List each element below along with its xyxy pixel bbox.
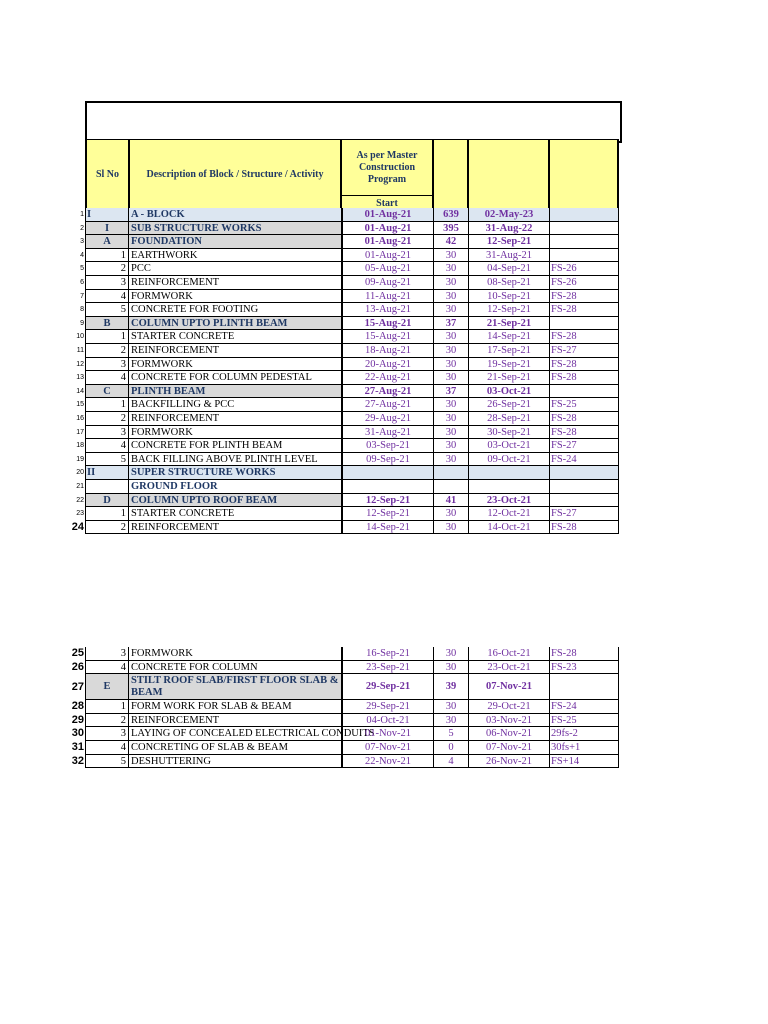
row-number: 5 [80, 265, 84, 273]
duration-cell: 30 [433, 521, 468, 535]
row-number: 7 [80, 292, 84, 300]
description-cell: FORMWORK [129, 358, 341, 372]
sl-no-cell: C [85, 385, 129, 399]
duration-cell: 37 [433, 385, 468, 399]
table-row [60, 208, 620, 222]
start-date-cell: 29-Aug-21 [341, 412, 433, 426]
description-cell: CONCRETE FOR FOOTING [129, 303, 341, 317]
sl-no-cell: 3 [85, 276, 129, 290]
description-cell: FORMWORK [129, 426, 341, 440]
finish-date-cell: 21-Sep-21 [468, 371, 549, 385]
row-number: 26 [71, 660, 84, 673]
relation-cell: FS-28 [549, 412, 619, 426]
finish-date-cell: 26-Sep-21 [468, 398, 549, 412]
description-cell: PLINTH BEAM [129, 385, 341, 399]
start-date-cell: 16-Sep-21 [341, 647, 433, 661]
finish-date-cell: 12-Sep-21 [468, 235, 549, 249]
row-number: 29 [71, 713, 84, 726]
row-number: 19 [76, 455, 84, 463]
duration-cell: 30 [433, 661, 468, 675]
table-row [60, 412, 620, 426]
start-date-cell: 20-Aug-21 [341, 358, 433, 372]
description-cell: PCC [129, 262, 341, 276]
row-number: 24 [71, 520, 84, 533]
start-date-cell [341, 466, 433, 480]
header-description: Description of Block / Structure / Activity [129, 139, 341, 209]
description-cell: CONCRETING OF SLAB & BEAM [129, 741, 341, 755]
relation-cell: FS-24 [549, 700, 619, 714]
sl-no-cell: I [85, 222, 129, 236]
relation-cell: FS-28 [549, 647, 619, 661]
sl-no-cell [85, 480, 129, 494]
description-cell: CONCRETE FOR COLUMN [129, 661, 341, 675]
finish-date-cell: 26-Nov-21 [468, 755, 549, 769]
relation-cell [549, 480, 619, 494]
row-number: 30 [71, 727, 84, 740]
finish-date-cell: 21-Sep-21 [468, 317, 549, 331]
row-number: 32 [71, 754, 84, 767]
relation-cell [549, 249, 619, 263]
relation-cell: FS-26 [549, 262, 619, 276]
start-date-cell: 01-Aug-21 [341, 222, 433, 236]
description-cell: REINFORCEMENT [129, 521, 341, 535]
start-date-cell: 31-Aug-21 [341, 426, 433, 440]
row-number: 20 [76, 469, 84, 477]
description-cell: COLUMN UPTO PLINTH BEAM [129, 317, 341, 331]
description-cell: BACKFILLING & PCC [129, 398, 341, 412]
sl-no-cell: 4 [85, 741, 129, 755]
sl-no-cell: 2 [85, 521, 129, 535]
description-cell: REINFORCEMENT [129, 714, 341, 728]
row-number: 25 [71, 647, 84, 659]
row-number: 15 [76, 401, 84, 409]
start-date-cell: 07-Nov-21 [341, 741, 433, 755]
relation-cell [549, 208, 619, 222]
duration-cell: 30 [433, 290, 468, 304]
table-row [60, 647, 620, 661]
header-start: Start [376, 197, 398, 209]
table-row [60, 439, 620, 453]
sl-no-cell: 2 [85, 344, 129, 358]
duration-cell [433, 480, 468, 494]
description-cell: FORM WORK FOR SLAB & BEAM [129, 700, 341, 714]
finish-date-cell: 17-Sep-21 [468, 344, 549, 358]
start-date-cell: 12-Sep-21 [341, 494, 433, 508]
description-cell: GROUND FLOOR [129, 480, 341, 494]
row-number: 17 [76, 428, 84, 436]
start-date-cell: 29-Sep-21 [341, 674, 433, 700]
row-number: 13 [76, 374, 84, 382]
finish-date-cell: 31-Aug-21 [468, 249, 549, 263]
description-cell: STARTER CONCRETE [129, 330, 341, 344]
row-number: 8 [80, 306, 84, 314]
relation-cell: FS-25 [549, 398, 619, 412]
description-cell: BACK FILLING ABOVE PLINTH LEVEL [129, 453, 341, 467]
start-date-cell: 05-Aug-21 [341, 262, 433, 276]
row-number: 4 [80, 251, 84, 259]
finish-date-cell: 23-Oct-21 [468, 661, 549, 675]
relation-cell: FS-28 [549, 426, 619, 440]
table-row [60, 755, 620, 769]
start-date-cell: 12-Sep-21 [341, 507, 433, 521]
duration-cell: 30 [433, 507, 468, 521]
duration-cell: 30 [433, 426, 468, 440]
relation-cell: FS-28 [549, 371, 619, 385]
header-finish [468, 139, 549, 209]
relation-cell [549, 385, 619, 399]
relation-cell [549, 494, 619, 508]
duration-cell [433, 466, 468, 480]
relation-cell: FS-28 [549, 290, 619, 304]
finish-date-cell: 28-Sep-21 [468, 412, 549, 426]
table-row [60, 371, 620, 385]
row-number: 11 [76, 347, 84, 354]
duration-cell: 30 [433, 262, 468, 276]
table-row [60, 262, 620, 276]
duration-cell: 30 [433, 330, 468, 344]
sl-no-cell: 5 [85, 453, 129, 467]
description-cell: REINFORCEMENT [129, 276, 341, 290]
finish-date-cell: 02-May-23 [468, 208, 549, 222]
row-number: 12 [76, 360, 84, 368]
duration-cell: 0 [433, 741, 468, 755]
row-number: 28 [71, 700, 84, 713]
sl-no-cell: 5 [85, 755, 129, 769]
sl-no-cell: 3 [85, 727, 129, 741]
sl-no-cell: 4 [85, 661, 129, 675]
relation-cell [549, 466, 619, 480]
finish-date-cell: 07-Nov-21 [468, 741, 549, 755]
description-cell: SUB STRUCTURE WORKS [129, 222, 341, 236]
description-cell: STARTER CONCRETE [129, 507, 341, 521]
relation-cell: 30fs+1 [549, 741, 619, 755]
start-date-cell: 15-Aug-21 [341, 330, 433, 344]
finish-date-cell: 12-Oct-21 [468, 507, 549, 521]
duration-cell: 30 [433, 276, 468, 290]
sl-no-cell: I [85, 208, 129, 222]
relation-cell: FS+14 [549, 755, 619, 769]
header-master-program-label: As per Master Construction Program [342, 140, 432, 196]
row-number: 18 [76, 442, 84, 450]
relation-cell [549, 317, 619, 331]
table-row [60, 222, 620, 236]
description-cell: FORMWORK [129, 290, 341, 304]
header-sl-no: Sl No [85, 139, 129, 209]
start-date-cell: 01-Aug-21 [341, 208, 433, 222]
description-cell: A - BLOCK [129, 208, 341, 222]
table-row [60, 700, 620, 714]
finish-date-cell: 03-Nov-21 [468, 714, 549, 728]
finish-date-cell: 10-Sep-21 [468, 290, 549, 304]
table-row [60, 330, 620, 344]
sl-no-cell: 2 [85, 714, 129, 728]
duration-cell: 30 [433, 453, 468, 467]
description-cell: CONCRETE FOR PLINTH BEAM [129, 439, 341, 453]
table-row [60, 344, 620, 358]
relation-cell [549, 674, 619, 700]
relation-cell: FS-25 [549, 714, 619, 728]
row-number: 9 [80, 319, 84, 327]
description-cell: FOUNDATION [129, 235, 341, 249]
sl-no-cell: 5 [85, 303, 129, 317]
relation-cell: FS-27 [549, 344, 619, 358]
table-row [60, 480, 620, 494]
table-row [60, 317, 620, 331]
finish-date-cell: 23-Oct-21 [468, 494, 549, 508]
start-date-cell: 27-Aug-21 [341, 385, 433, 399]
start-date-cell: 09-Sep-21 [341, 453, 433, 467]
row-number: 27 [71, 681, 84, 694]
table-row [60, 290, 620, 304]
start-date-cell: 14-Sep-21 [341, 521, 433, 535]
sl-no-cell: 1 [85, 507, 129, 521]
finish-date-cell: 19-Sep-21 [468, 358, 549, 372]
table-row [60, 507, 620, 521]
table-row [60, 398, 620, 412]
table-row [60, 385, 620, 399]
row-number: 1 [80, 211, 84, 218]
start-date-cell: 13-Aug-21 [341, 303, 433, 317]
description-cell: CONCRETE FOR COLUMN PEDESTAL [129, 371, 341, 385]
duration-cell: 30 [433, 647, 468, 661]
finish-date-cell: 04-Sep-21 [468, 262, 549, 276]
sl-no-cell: 3 [85, 426, 129, 440]
sl-no-cell: 3 [85, 358, 129, 372]
start-date-cell [341, 480, 433, 494]
relation-cell [549, 235, 619, 249]
header-master-program [341, 139, 433, 209]
finish-date-cell: 14-Oct-21 [468, 521, 549, 535]
duration-cell: 41 [433, 494, 468, 508]
description-cell: LAYING OF CONCEALED ELECTRICAL CONDUITS [131, 728, 375, 740]
duration-cell: 30 [433, 344, 468, 358]
start-date-cell: 01-Nov-21 [341, 727, 433, 741]
description-cell: EARTHWORK [129, 249, 341, 263]
description-cell: REINFORCEMENT [129, 412, 341, 426]
duration-cell: 30 [433, 398, 468, 412]
table-row [60, 674, 620, 700]
start-date-cell: 04-Oct-21 [341, 714, 433, 728]
row-number: 3 [80, 238, 84, 246]
row-number: 31 [71, 741, 84, 753]
start-date-cell: 09-Aug-21 [341, 276, 433, 290]
row-number: 10 [76, 333, 84, 341]
finish-date-cell: 30-Sep-21 [468, 426, 549, 440]
finish-date-cell: 09-Oct-21 [468, 453, 549, 467]
duration-cell: 42 [433, 235, 468, 249]
finish-date-cell: 07-Nov-21 [468, 674, 549, 700]
start-date-cell: 03-Sep-21 [341, 439, 433, 453]
finish-date-cell [468, 466, 549, 480]
duration-cell: 639 [433, 208, 468, 222]
table-row [60, 358, 620, 372]
finish-date-cell: 14-Sep-21 [468, 330, 549, 344]
relation-cell: FS-27 [549, 439, 619, 453]
row-number: 16 [76, 415, 84, 422]
start-date-cell: 15-Aug-21 [341, 317, 433, 331]
sl-no-cell: 4 [85, 439, 129, 453]
description-cell: DESHUTTERING [129, 755, 341, 769]
duration-cell: 395 [433, 222, 468, 236]
table-row [60, 426, 620, 440]
duration-cell: 5 [433, 727, 468, 741]
finish-date-cell: 06-Nov-21 [468, 727, 549, 741]
relation-cell: FS-28 [549, 521, 619, 535]
finish-date-cell: 29-Oct-21 [468, 700, 549, 714]
duration-cell: 30 [433, 714, 468, 728]
row-number: 2 [80, 224, 84, 232]
table-row [60, 727, 620, 741]
description-cell: SUPER STRUCTURE WORKS [129, 466, 341, 480]
relation-cell: FS-27 [549, 507, 619, 521]
sl-no-cell: 1 [85, 249, 129, 263]
table-row [60, 521, 620, 535]
sl-no-cell: E [85, 674, 129, 700]
start-date-cell: 29-Sep-21 [341, 700, 433, 714]
relation-cell: 29fs-2 [549, 727, 619, 741]
row-number: 21 [76, 483, 84, 490]
description-cell: FORMWORK [129, 647, 341, 661]
relation-cell: FS-28 [549, 303, 619, 317]
finish-date-cell: 08-Sep-21 [468, 276, 549, 290]
start-date-cell: 22-Nov-21 [341, 755, 433, 769]
start-date-cell: 23-Sep-21 [341, 661, 433, 675]
finish-date-cell [468, 480, 549, 494]
relation-cell: FS-23 [549, 661, 619, 675]
start-date-cell: 27-Aug-21 [341, 398, 433, 412]
start-date-cell: 11-Aug-21 [341, 290, 433, 304]
start-date-cell: 01-Aug-21 [341, 249, 433, 263]
table-row [60, 249, 620, 263]
row-number: 14 [76, 387, 84, 395]
relation-cell: FS-26 [549, 276, 619, 290]
duration-cell: 30 [433, 249, 468, 263]
finish-date-cell: 31-Aug-22 [468, 222, 549, 236]
relation-cell: FS-28 [549, 358, 619, 372]
sl-no-cell: 2 [85, 412, 129, 426]
sl-no-cell: 2 [85, 262, 129, 276]
duration-cell: 30 [433, 358, 468, 372]
duration-cell: 39 [433, 674, 468, 700]
duration-cell: 30 [433, 700, 468, 714]
finish-date-cell: 12-Sep-21 [468, 303, 549, 317]
table-row [60, 661, 620, 675]
finish-date-cell: 16-Oct-21 [468, 647, 549, 661]
duration-cell: 4 [433, 755, 468, 769]
description-cell: STILT ROOF SLAB/FIRST FLOOR SLAB & BEAM [129, 674, 341, 700]
table-row [60, 714, 620, 728]
sl-no-cell: 4 [85, 290, 129, 304]
table-row [60, 494, 620, 508]
sheet-title-box [85, 101, 622, 143]
duration-cell: 30 [433, 303, 468, 317]
row-number: 6 [80, 279, 84, 286]
table-row [60, 235, 620, 249]
sl-no-cell: 1 [85, 700, 129, 714]
description-cell: REINFORCEMENT [129, 344, 341, 358]
duration-cell: 30 [433, 439, 468, 453]
start-date-cell: 18-Aug-21 [341, 344, 433, 358]
finish-date-cell: 03-Oct-21 [468, 439, 549, 453]
table-row [60, 466, 620, 480]
header-relation [549, 139, 619, 209]
duration-cell: 30 [433, 371, 468, 385]
duration-cell: 30 [433, 412, 468, 426]
description-cell: COLUMN UPTO ROOF BEAM [129, 494, 341, 508]
duration-cell: 37 [433, 317, 468, 331]
relation-cell: FS-24 [549, 453, 619, 467]
sl-no-cell: 3 [85, 647, 129, 661]
sl-no-cell: 4 [85, 371, 129, 385]
sl-no-cell: 1 [85, 330, 129, 344]
sl-no-cell: D [85, 494, 129, 508]
row-number: 23 [76, 510, 84, 518]
table-row [60, 453, 620, 467]
relation-cell: FS-28 [549, 330, 619, 344]
row-number: 22 [76, 496, 84, 504]
table-row [60, 276, 620, 290]
sl-no-cell: B [85, 317, 129, 331]
sl-no-cell: 1 [85, 398, 129, 412]
table-row [60, 741, 620, 755]
header-duration [433, 139, 468, 209]
table-row [60, 303, 620, 317]
start-date-cell: 01-Aug-21 [341, 235, 433, 249]
relation-cell [549, 222, 619, 236]
sl-no-cell: A [85, 235, 129, 249]
start-date-cell: 22-Aug-21 [341, 371, 433, 385]
sl-no-cell: II [85, 466, 129, 480]
finish-date-cell: 03-Oct-21 [468, 385, 549, 399]
